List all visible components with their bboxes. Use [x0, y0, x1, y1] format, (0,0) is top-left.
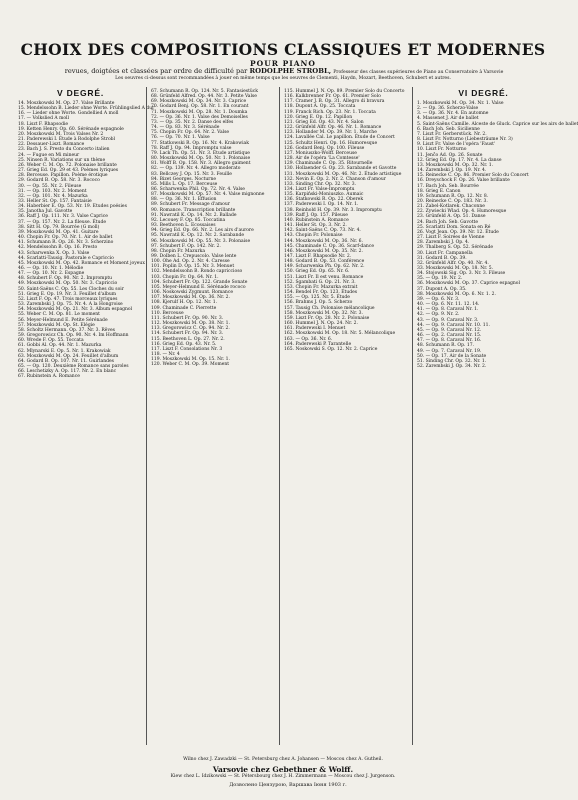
list-item: 64. Godard B. Op. 107. Nr. 11. Guirlandes: [18, 358, 114, 364]
list-item: 111. Schubert Fr. Op. 90. Nr. 3.: [151, 315, 224, 321]
list-item: 106. Noskowski Zygmunt. Romance: [151, 290, 234, 296]
list-item: 19. Ketten Henry. Op. 60. Sérénade espagnole: [18, 126, 124, 132]
list-item: 31. — Op. 103. Nr. 2. Moment: [18, 188, 87, 194]
list-item: 5. Saint-Saëns Camille. Alceste de Gluck. Caprice sur les airs de ballet: [417, 121, 578, 127]
list-item: 33. Heller St. Op. 157. Fantaisie: [18, 198, 92, 204]
list-item: 39. — Op. 6. Nr. 3.: [417, 296, 460, 302]
list-item: 143. Chopin Fr. Polonaise: [284, 233, 343, 239]
list-item: 128. Air de l'opéra 'La Comtesse': [284, 156, 360, 162]
list-item: 32. — Op. 101. Nr. 4. Mazurka: [18, 193, 88, 199]
list-item: 19. Schumann R. Op. 12. Nr. 8.: [417, 193, 489, 199]
list-item: 107. Moszkowski M. Op. 36. Nr. 2.: [151, 295, 230, 301]
list-item: 20. Reinecke C. Op. 183. Nr. 3.: [417, 198, 488, 204]
list-item: 69. Moszkowski M. Op. 34. Nr. 3. Caprice: [151, 99, 247, 105]
list-item: 44. — Op. 9. Caraval Nr. 10. 11.: [417, 322, 490, 328]
list-item: 66. Leschetizky A. Op. 117. Nr. 2. En blanc: [18, 369, 117, 375]
list-item: 43. — Op. 9. Caraval Nr. 3.: [417, 317, 479, 323]
censorship-note: Дозволено Цензурою, Варшава Іюня 1903 г.: [229, 782, 347, 788]
list-item: 37. — Op. 157. Nr. 2. La fileuse. Étude: [18, 219, 107, 225]
list-item: 50. — Op. 17. Air de la Sonate: [417, 353, 487, 359]
list-item: 100. Ohe Ad. Op. 2. Nr. 4. Caresse: [151, 259, 230, 265]
list-item: 22. Dessauer-Liszt. Romance: [18, 142, 85, 148]
list-item: 99. Dolben L. Crepuscolo. Valse lente: [151, 254, 237, 259]
list-item: 27. Grieg Ed. Op. 29 et 43. Poèmes lyriques: [18, 168, 119, 174]
list-item: 96. Moszkowski M. Op. 55. Nr. 3. Polonaise: [151, 238, 251, 244]
list-item: 102. Mendelssohn B. Rondo capriccioso: [151, 269, 243, 275]
list-item: 88. — Op. 36. Nr. 1. Effusion: [151, 197, 217, 203]
list-item: 103. Chopin Fr. Op. 64. Nr. 1.: [151, 274, 219, 280]
list-item: 38. Moszkowski M. Op. 6. Nr. 1. 2.: [417, 291, 496, 297]
column-4: [417, 87, 578, 745]
list-item: 159. Liszt Fr. Op. 28. Nr. 2. Polonaise: [284, 315, 370, 321]
list-item: 135. Karpiński-Moniuszko. Aumaic: [284, 192, 364, 198]
list-item: 45. — Op. 9. Caraval Nr. 12.: [417, 327, 482, 333]
list-item: 18. Liszt F. Rhapsodie: [18, 121, 69, 127]
list-item: 24. — Fugue en Mi mineur: [18, 152, 80, 158]
list-item: 124. Lavallée Cal. Le papillon. Étude de Concert: [284, 135, 395, 141]
list-item: 14. Moszkowski M. Op. 27. Valse Brillante: [18, 101, 115, 106]
list-item: 54. Moszkowski M. Op. 21. Nr. 3. Album espagnol: [18, 307, 133, 313]
list-item: 46. — Op. 10. Nr. 1. Mélodie: [18, 266, 84, 271]
list-item: 92. Lecouey F. Op. 85. Toccatina: [151, 217, 226, 223]
list-item: 67. Schumann R. Op. 124. Nr. 5. Fantasiestück: [151, 89, 259, 94]
list-item: 26. Vogt Jean. Op. 39. Nr. 12. Étude: [417, 229, 499, 235]
recommendation-note: Les oeuvres ci-dessus sont recommandées à jouer en même temps que les oeuvres de Clementi, Haydn, Mozart, Beethoven, Schubert et autres.: [115, 76, 451, 81]
list-item: 160. Hummel J. N. Op. 24. Nr. 2.: [284, 321, 358, 327]
list-item: 61. Gobbi Al. Op. 44. Nr. 1. Mazurka: [18, 343, 102, 349]
list-item: 127. Moniuszko-Wolff. Berceuse: [284, 150, 357, 156]
list-item: 22. Zywiecki Wlad. Op. 4. Humoresque: [417, 209, 507, 215]
list-item: 93. Beethoven L. Ecossaises: [151, 223, 216, 229]
column-divider: [146, 87, 147, 745]
list-item: 29. Thalberg S. Op. 52. Sérénade: [417, 245, 494, 251]
list-item: 120. Grieg E. Op. 12. Papillon: [284, 114, 353, 120]
list-item: 165. Noskowski S. Op. 12. Nr. 2. Caprice: [284, 346, 378, 352]
list-item: 83. Bellczey J. Op. 15. Nr. 3. Feuille: [151, 171, 232, 177]
footer-distributors-2: Kiew chez L. Idzikowski — St. Pétersbourg chez J. H. Zimmermann — Moscou chez J. Jurgenson.: [170, 774, 396, 779]
list-item: 15. Reinecke C. Op. 86. Premier Solo du Concert: [417, 173, 529, 179]
list-item: 74. — Op. 83. Nr. 3. Sérénade: [151, 125, 220, 131]
list-item: 31. Godard B. Op. 39.: [417, 255, 467, 261]
list-item: 30. — Op. 55. Nr. 2. Fileuse: [18, 183, 82, 189]
list-item: 146. Moszkowski M. Op. 35. Nr. 2.: [284, 248, 363, 254]
list-item: 48. Schumann R. Op. 17.: [417, 343, 474, 349]
list-item: 10. Liszt Fr. Notturno: [417, 147, 467, 153]
list-item: 137. Paderewski I. Op. 14. Nr. 1.: [284, 202, 359, 208]
list-item: 105. Meyer-Helmund E. Sérénade rococo: [151, 284, 246, 290]
list-item: 67. Rubinstein A. Romance: [18, 374, 80, 380]
list-item: 68. Grünfeld Alfred. Op. 44. Nr. 3. Petite Valse: [151, 94, 257, 100]
list-item: 87. Moszkowski M. Op. 57. Nr. 4. Valse mignonne: [151, 192, 265, 198]
list-item: 9. Liszt Fr. Valse de l'opéra 'Faust': [417, 142, 496, 148]
column-divider: [412, 87, 413, 745]
list-item: 20. Moszkowski M. Trois Valses Nr. 2: [18, 131, 104, 137]
list-item: 122. Grünfeld Alfr. Op. 46. Nr. 1. Romance: [284, 125, 382, 131]
list-item: 51. Sinding Chr. Op. 32. Nr. 1.: [417, 358, 487, 364]
list-item: 52. Liszt F. Op. 47. Trois morceaux lyriques: [18, 296, 118, 302]
list-item: 58. Scholtz Hermann. Op. 37. Nr. 3. Rêves: [18, 327, 115, 333]
list-item: 30. Liszt Fr. Campanella: [417, 250, 473, 256]
list-item: 101. Poplin D. Op. 15. Nr. 3. Menuet: [151, 264, 235, 270]
list-item: 44. Scarlatti-Tausig. Pastorale e Capriccio: [18, 255, 114, 261]
list-item: 86. Scharwenka Phil. Op. 72. Nr. 4. Valse: [151, 186, 245, 192]
list-item: 27. Liszt F. Soirées de Vienne: [417, 235, 485, 241]
list-item: 118. Dupont A. Op. 25. Toccata: [284, 104, 356, 110]
list-item: 21. Zabel-Kotlarek. Chaconne: [417, 204, 485, 210]
list-item: 2. — Op. 36. Scherzo-Valse: [417, 106, 479, 112]
list-item: 129. Chaminade C. Op. 35. Ritournelle: [284, 161, 373, 167]
list-item: 8. Liszt Fr. Notturno (Liebesträume Nr. 3): [417, 137, 513, 143]
list-item: 35. — Op. 19. Nr. 2.: [417, 276, 463, 282]
list-item: 161. Paderewski I. Menuet: [284, 326, 346, 332]
list-item: 164. Paderewski P. Tarantelle: [284, 341, 352, 347]
list-item: 26. Weber C. M. Op. 72. Polonaise brillante: [18, 162, 117, 168]
list-item: 47. — Op. 10. Nr. 2. Espagne: [18, 271, 85, 277]
list-item: 97. Schubert F. Op. 142. Nr. 2.: [151, 243, 221, 249]
list-item: 25. Ninsen R. Variations sur un thème: [18, 157, 106, 163]
list-item: 120. Weber C. M. Op. 39. Moment: [151, 362, 230, 368]
list-item: 70. Godard Benj. Op. 58. Nr. 1. En courant: [151, 104, 249, 110]
column-divider: [279, 87, 280, 745]
list-item: 71. Moszkowski M. Op. 28. Nr. 1. Doumka: [151, 109, 248, 115]
list-item: 117. Cramer J. B. Op. 31. Allegro di bravura: [284, 99, 385, 105]
list-item: 98. Chopin Fr. Mazurka: [151, 248, 206, 254]
list-item: 36. Raff J. Op. 111. Nr. 3. Valse Caprice: [18, 214, 108, 220]
list-item: 162. Moszkowski M. Op. 18. Nr. 5. Mélancolique: [284, 331, 396, 337]
list-item: 147. Liszt F. Rhapsodie Nr. 2.: [284, 254, 352, 259]
column-3: [284, 87, 409, 745]
list-item: 78. Raff J. Op. 94. Impromptu valse: [151, 145, 232, 151]
list-item: 145. Chaminade C. Op. 36. Scarf-dance: [284, 243, 375, 249]
list-item: 81. Wolff B. Op. 158. Nr. 3. Allegro gaiment: [151, 161, 251, 167]
list-item: 121. Grieg Ed. Op. 43. Nr. 4. Salon: [284, 119, 364, 125]
author-line-prefix: revues, doigtées et classées par ordre de difficulté par: [64, 67, 248, 75]
list-item: 118. — Nr. 4: [151, 351, 180, 357]
list-item: 73. — Op. 35. Nr. 2. Danse des elfes: [151, 119, 234, 125]
list-item: 163. — Op. 36. Nr. 6.: [284, 336, 333, 342]
entry-list: [151, 89, 276, 367]
list-item: 34. Haberbier E. Op. 53. Nr. 19. Etudes poésies: [18, 204, 127, 210]
list-item: 59. Gregorowicz Ch. Op. 90. Nr. 4. Im Hoffmann: [18, 333, 129, 339]
list-item: 142. Saint-Saëns C. Op. 73. Nr. 4.: [284, 228, 361, 234]
list-item: 82. — Op. 139. Nr. 4. Allegro moderato: [151, 166, 241, 172]
list-item: 42. Mendelssohn B. Op. 16. Presto: [18, 245, 98, 251]
list-item: 77. Statkowski R. Op. 16. Nr. 4. Krakowiak: [151, 140, 249, 146]
footer-publisher: Varsovie chez Gebethner & Wolff.: [212, 765, 354, 774]
list-item: 16. — Lieder ohne Worte. Gondellied A moll: [18, 111, 119, 117]
list-item: 40. Chopin Fr. Op. 70. Nr. 1. Air de ballet: [18, 235, 113, 241]
list-item: 17. — Volkslied A moll: [18, 116, 69, 122]
list-item: 12. Grieg Ed. Op. 17. Nr. 4. La danse: [417, 157, 502, 163]
list-item: 114. Schubert Fr. Op. 94. Nr. 3.: [151, 331, 224, 337]
column-heading: VI DEGRÉ.: [458, 88, 509, 98]
list-item: 33. Moszkowski M. Op. 18. Nr. 5.: [417, 266, 494, 271]
author-line-suffix: Professeur des classes supérieures de Piano au Conservatoire à Varsovie: [333, 70, 504, 75]
list-item: 16. Dreyschock F. Op. 26. Valse brillante: [417, 178, 510, 184]
author-name: RODOLPHE STROBL,: [249, 67, 332, 75]
list-item: 110. Berceuse: [151, 310, 184, 316]
list-item: 15. Mendelssohn B. Lieder ohne Worte. Frühlingslied A dur: [18, 106, 155, 112]
list-item: 62. Mlynarski E. Op. 5. Nr. 1. Krakowiak: [18, 348, 111, 354]
list-item: 60. Wrede F. Op. 55. Toccata: [18, 338, 84, 344]
list-item: 141. Heller St. Op. 3. Nr. 2.: [284, 223, 347, 229]
list-item: 34. Stojowski Sig. Op. 3. Nr. 3. Fileuse: [417, 271, 506, 277]
list-item: 23. Bach J. S. Presto du Concerto italien: [18, 147, 110, 153]
list-item: 94. Grieg Ed. Op. 66. Nr. 2. Les airs d'aurore: [151, 228, 254, 234]
list-item: 109. Chaminade C. Pierrette: [151, 305, 217, 311]
list-item: 154. Bendel Fr. Op. 123. Études: [284, 290, 358, 296]
list-item: 55. Weber C. M. Op. 81. Le moment: [18, 312, 100, 318]
list-item: 52. Zarembski J. Op. 34. Nr. 2.: [417, 363, 487, 369]
list-item: 57. Moszkowski M. Op. St. Elégie: [18, 322, 95, 328]
list-item: 132. Nevin E. Op. 2. Nr. 2. Chanson d'amour: [284, 176, 386, 182]
list-item: 150. Grieg Ed. Op. 65. Nr. 6.: [284, 269, 350, 275]
list-item: 85. Mills L. Op. 17. Berceuse: [151, 181, 218, 187]
list-item: 76. — Op. 70. Nr. 1. Valse: [151, 135, 210, 141]
entry-list: [284, 89, 409, 352]
list-item: 7. Liszt Fr. Gerberstück. Nr. 2.: [417, 131, 487, 137]
list-item: 80. Moszkowski M. Op. 50. Nr. 1. Polonaise: [151, 156, 251, 162]
list-item: 138. Reinhold H. Op. 39. Nr. 3. Impromptu: [284, 207, 382, 213]
list-item: 43. Scharwenka X. Op. 3. Valse: [18, 250, 90, 256]
list-item: 14. Zarembski J. Op. 19. Nr. 4.: [417, 168, 487, 174]
list-item: 17. Bach Joh. Seb. Bourrée: [417, 183, 479, 189]
list-item: 65. — Op. 120. Deuxième Romance sans paroles: [18, 363, 129, 369]
list-item: 41. — Op. 8. Caraval Nr. 1.: [417, 307, 479, 313]
list-item: 95. Nawratil K. Op. 12. Nr. 2. Sarabande: [151, 233, 245, 239]
footer-distributors: Wilno chez J. Zawadzki — St. Petersburg chez A. Johansen — Moscou chez A. Gutheil.: [183, 757, 383, 762]
list-item: 50. Saint-Saëns C. Op. 55. Les Cloches du soir: [18, 286, 124, 292]
list-item: 1. Moszkowski M. Op. 34. Nr. 1. Valse: [417, 101, 504, 106]
list-item: 6. Bach Joh. Seb. Sicilienne: [417, 126, 480, 132]
list-item: 24. Bach Joh. Seb. Gavotte: [417, 219, 478, 225]
list-item: 151. Liszt Fr. Il est venu. Romance: [284, 274, 364, 280]
document-title: CHOIX DES COMPOSITIONS CLASSIQUES ET MODERNES: [20, 40, 546, 59]
list-item: 125. Schultz Henri. Op. 16. Humoresque: [284, 140, 378, 146]
column-heading: V DEGRÉ.: [56, 88, 105, 98]
list-item: 46. — Op. 2. Caraval Nr. 15.: [417, 333, 482, 339]
list-item: 156. Brahms J. Op. 5. Scherzo: [284, 300, 353, 306]
list-item: 115. Beethoven L. Op. 27. Nr. 2.: [151, 336, 225, 342]
column-1: [18, 87, 155, 745]
list-item: 89. Schubert Fr. Message d'amour: [151, 202, 230, 208]
list-item: 79. Lack Th. Op. 51. Nr. 3. Étude artistique: [151, 150, 250, 156]
list-item: 56. Meyer-Helmund E. Petite Sérénade: [18, 317, 108, 323]
list-item: 36. Moszkowski M. Op. 37. Caprice espagnol: [417, 281, 520, 287]
entry-list: [18, 101, 155, 380]
list-item: 47. — Op. 8. Caraval Nr. 16.: [417, 338, 482, 344]
list-item: 38. Sitt H. Op. 79. Bourrée (G moll): [18, 224, 100, 230]
list-item: 49. — Op. 7. Caraval Nr. 19.: [417, 348, 482, 354]
list-item: 126. Godard Benj. Op. 100. Fileuse: [284, 145, 365, 151]
list-item: 25. Scarlatti Dom. Sonata en Ré: [417, 224, 491, 230]
list-item: 72. — Op. 36. Nr. 1. Valse des Demoiselles: [151, 114, 248, 120]
entry-list: [417, 101, 578, 369]
list-item: 149. Scharwenka Ph. Op. 62. Nr. 2.: [284, 264, 365, 270]
list-item: 115. Hummel J. N. Op. 89. Premier Solo du Concerto: [284, 89, 405, 94]
list-item: 123. Hollander M. Op. 39. Nr. 1. Marche: [284, 130, 377, 136]
list-item: 136. Statkowski R. Op. 22. Oberek: [284, 197, 364, 203]
list-item: 11. Jenčo Ad. Op. 26. Sonate: [417, 152, 483, 158]
list-item: 49. Moszkowski M. Op. 50. Nr. 3. Capriccio: [18, 281, 118, 287]
document-subtitle: POUR PIANO: [250, 59, 316, 68]
list-item: 39. Moszkowski M. Op. 41. Guitare: [18, 229, 99, 235]
list-item: 42. — Op. 9. Nr. 2.: [417, 312, 460, 318]
list-item: 28. Zarembski J. Op. 4.: [417, 240, 470, 246]
list-item: 133. Sinding Chr. Op. 32. Nr. 3.: [284, 181, 357, 187]
list-item: 117. Liszt F. Consolations Nr. 3: [151, 346, 223, 352]
column-2: [151, 87, 276, 745]
list-item: 158. Moszkowski M. Op. 32. Nr. 3.: [284, 310, 363, 316]
list-item: 119. Franck Rich. Op. 23. Nr. 1. Toccata: [284, 109, 376, 115]
list-item: 148. Godard B. Op. 53. Conférence: [284, 259, 365, 265]
list-item: 113. Gregorowicz C. Op. 94. Nr. 2.: [151, 326, 230, 332]
list-item: 91. Nawratil K. Op. 14. Nr. 2. Ballade: [151, 212, 237, 218]
list-item: 21. Paderewski I. Étude à Rodolphe Strobl: [18, 137, 115, 143]
list-item: 75. Chopin Fr. Op. 64. Nr. 2. Valse: [151, 130, 230, 136]
list-item: 153. Chopin Fr. Mazurka extrait: [284, 284, 358, 290]
list-item: 108. Kjerulf H. Op. 12. Nr. 1.: [151, 300, 218, 306]
list-item: 13. Moszkowski M. Op. 32. Nr. 1.: [417, 162, 494, 168]
list-item: 140. Rubinstein A. Romance: [284, 217, 349, 223]
list-item: 28. Berceuse. Papillon. Poème érotique: [18, 173, 108, 179]
list-item: 37. Dupont A. Op. 35.: [417, 286, 467, 292]
list-item: 53. Zarembski J. Op. 75. Nr. 4. A la Hongroise: [18, 302, 123, 308]
list-item: 139. Raff J. Op. 157. Pileuse: [284, 212, 348, 218]
list-item: 45. Moszkowski M. Op. 42. Romance et Moment joyeux: [18, 260, 145, 266]
list-item: 51. Grieg E. Op. 19. Nr. 3. Feuillet d'album: [18, 291, 117, 297]
list-item: 130. Hollaender G. Op. 23. Sarabande et Gavotte: [284, 166, 397, 172]
list-item: 63. Moszkowski M. Op. 24. Feuillet d'album: [18, 353, 119, 359]
list-item: 116. Grieg Ed. Op. 43. Nr. 5.: [151, 341, 217, 347]
list-item: 104. Schubert Fr. Op. 122. Grande Sonate: [151, 279, 248, 285]
list-item: 48. Schubert F. Op. 90. Nr. 2. Impromptu: [18, 276, 113, 282]
list-item: 134. Liszt Fr. Valse-Impromptu: [284, 186, 355, 192]
list-item: 84. Bizet Georges. Nocturne: [151, 176, 217, 182]
list-item: 131. Moszkowski M. Op. 46. Nr. 2. Étude artistique: [284, 171, 402, 177]
list-item: 32. Grünfeld Alfr. Op. 40. Nr. 4.: [417, 260, 489, 266]
list-item: 152. Sgambati G. Op. 21. Nr. 3.: [284, 279, 356, 285]
list-item: 116. Kalkbrenner Fr. Op. 61. Premier Solo: [284, 94, 381, 100]
list-item: 155. — Op. 125. Nr. 5. Étude: [284, 295, 350, 301]
list-item: 40. — Op. 6. Nr. 11. 12. 14.: [417, 302, 480, 308]
list-item: 41. Schumann R. Op. 26. Nr. 3. Scherzino: [18, 240, 114, 246]
list-item: 18. Grieg E. Canon: [417, 188, 461, 194]
author-line: [24, 67, 544, 75]
list-item: 29. Godard B. Op. 58. Nr. 3. Rococo: [18, 178, 100, 184]
list-item: 144. Moszkowski M. Op. 36. Nr. 6.: [284, 238, 363, 244]
list-item: 157. Tausig Ch. Polonaise mélancolique: [284, 305, 375, 311]
composition-list: [18, 87, 578, 745]
list-item: 119. Moszkowski M. Op. 15. Nr. 1.: [151, 357, 230, 363]
list-item: 23. Grünfeld A. Op. 51. Danse: [417, 214, 486, 220]
list-item: 112. Moszkowski M. Op. 38. Nr. 1.: [151, 321, 230, 327]
list-item: 4. Massenet J. Air de ballet: [417, 116, 479, 122]
list-item: 35. Janotha Jul. Gavotte: [18, 209, 73, 215]
list-item: 90. Romance. Transcription brillante: [151, 207, 236, 213]
list-item: 3. — Op. 36. Nr. 4. En automne: [417, 111, 489, 117]
